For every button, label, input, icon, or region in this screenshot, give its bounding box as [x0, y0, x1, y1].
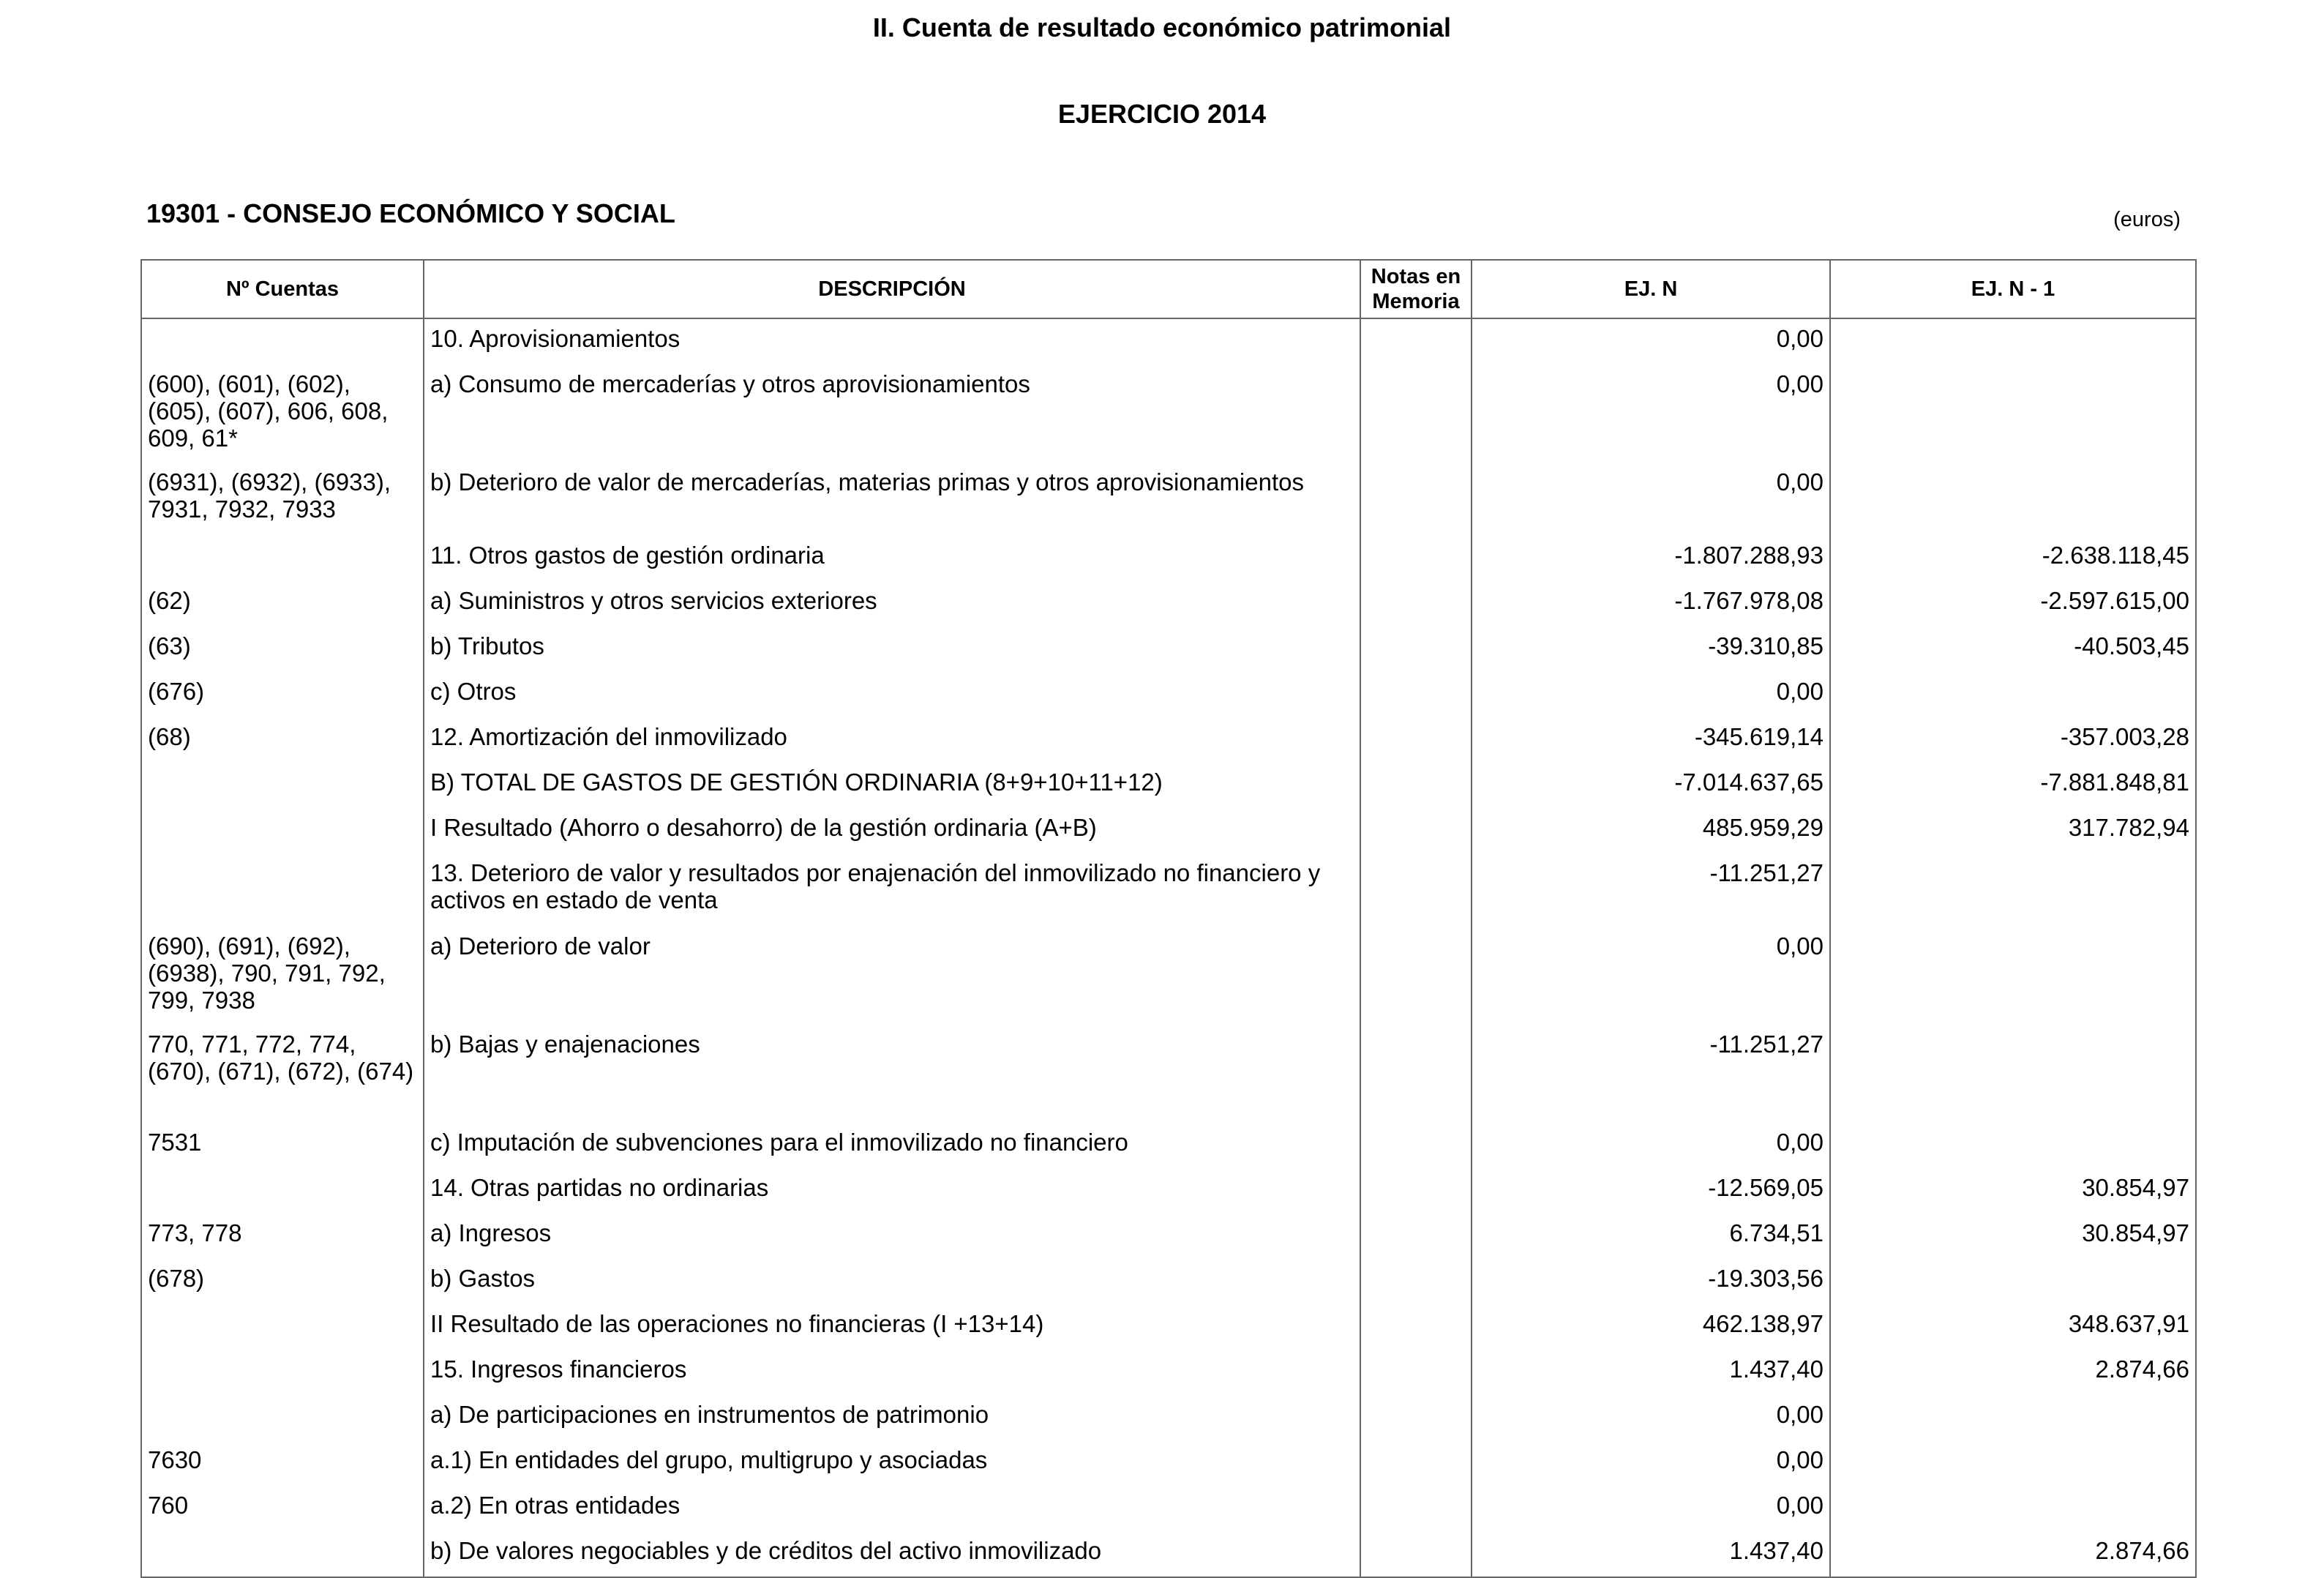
cell-previous-year [1830, 853, 2196, 927]
table-row [141, 763, 2196, 808]
cell-notes [1360, 364, 1472, 463]
cell-current-year: 6.734,51 [1472, 1214, 1830, 1259]
cell-description: a) Ingresos [424, 1214, 1360, 1259]
cell-previous-year: 2.874,66 [1830, 1350, 2196, 1395]
cell-current-year: 0,00 [1472, 318, 1830, 364]
table-row [141, 927, 2196, 1025]
cell-description: 14. Otras partidas no ordinarias [424, 1168, 1360, 1214]
cell-notes [1360, 927, 1472, 1025]
cell-current-year: 0,00 [1472, 1440, 1830, 1486]
entity-name: 19301 - CONSEJO ECONÓMICO Y SOCIAL [146, 198, 675, 228]
cell-current-year: 0,00 [1472, 1486, 1830, 1531]
cell-description: II Resultado de las operaciones no financieras (I +13+14) [424, 1304, 1360, 1350]
cell-previous-year [1830, 318, 2196, 364]
cell-current-year: 0,00 [1472, 927, 1830, 1025]
cell-accounts: (62) [141, 581, 424, 627]
cell-current-year: -19.303,56 [1472, 1259, 1830, 1304]
cell-previous-year [1830, 1123, 2196, 1168]
cell-description: I Resultado (Ahorro o desahorro) de la gestión ordinaria (A+B) [424, 808, 1360, 853]
cell-description: 15. Ingresos financieros [424, 1350, 1360, 1395]
table-row [141, 463, 2196, 536]
cell-accounts: (68) [141, 717, 424, 763]
cell-current-year: -345.619,14 [1472, 717, 1830, 763]
table-row [141, 1168, 2196, 1214]
cell-current-year: -7.014.637,65 [1472, 763, 1830, 808]
cell-previous-year [1830, 672, 2196, 717]
table-row [141, 672, 2196, 717]
cell-accounts: 7531 [141, 1123, 424, 1168]
table-row [141, 364, 2196, 463]
cell-previous-year: 30.854,97 [1830, 1168, 2196, 1214]
cell-accounts: 760 [141, 1486, 424, 1531]
cell-notes [1360, 1304, 1472, 1350]
cell-accounts [141, 1304, 424, 1350]
statement-title: II. Cuenta de resultado económico patrimonial [872, 12, 1452, 42]
cell-previous-year [1830, 1486, 2196, 1531]
cell-previous-year: -7.881.848,81 [1830, 763, 2196, 808]
cell-notes [1360, 627, 1472, 672]
cell-current-year: -12.569,05 [1472, 1168, 1830, 1214]
cell-description: a) Suministros y otros servicios exteriores [424, 581, 1360, 627]
table-row [141, 318, 2196, 364]
header-accounts: Nº Cuentas [141, 260, 424, 318]
cell-accounts: 770, 771, 772, 774, (670), (671), (672), (674) [141, 1025, 424, 1123]
cell-current-year: -1.767.978,08 [1472, 581, 1830, 627]
cell-notes [1360, 1486, 1472, 1531]
cell-accounts: (678) [141, 1259, 424, 1304]
cell-current-year: 485.959,29 [1472, 808, 1830, 853]
fiscal-year-heading: EJERCICIO 2014 [1057, 99, 1267, 129]
cell-previous-year [1830, 1259, 2196, 1304]
income-statement-table [140, 259, 2197, 1578]
cell-accounts: 773, 778 [141, 1214, 424, 1259]
cell-description: B) TOTAL DE GASTOS DE GESTIÓN ORDINARIA (8+9+10+11+12) [424, 763, 1360, 808]
table-row [141, 536, 2196, 581]
cell-previous-year [1830, 1025, 2196, 1123]
cell-description: a) Consumo de mercaderías y otros aprovisionamientos [424, 364, 1360, 463]
cell-current-year: 0,00 [1472, 463, 1830, 536]
cell-notes [1360, 1259, 1472, 1304]
cell-accounts [141, 763, 424, 808]
cell-accounts [141, 536, 424, 581]
cell-accounts [141, 318, 424, 364]
cell-accounts [141, 808, 424, 853]
cell-notes [1360, 1025, 1472, 1123]
table-row [141, 1304, 2196, 1350]
cell-accounts: (63) [141, 627, 424, 672]
table-header-row [141, 260, 2196, 318]
cell-accounts [141, 1350, 424, 1395]
cell-previous-year [1830, 364, 2196, 463]
table-row [141, 1440, 2196, 1486]
currency-units: (euros) [2113, 208, 2181, 231]
header-previous-year: EJ. N - 1 [1830, 260, 2196, 318]
cell-description: b) Deterioro de valor de mercaderías, materias primas y otros aprovisionamientos [424, 463, 1360, 536]
table-row [141, 853, 2196, 927]
cell-description: c) Imputación de subvenciones para el inmovilizado no financiero [424, 1123, 1360, 1168]
cell-previous-year: 317.782,94 [1830, 808, 2196, 853]
cell-notes [1360, 318, 1472, 364]
cell-description: b) Bajas y enajenaciones [424, 1025, 1360, 1123]
cell-current-year: -11.251,27 [1472, 1025, 1830, 1123]
header-description: DESCRIPCIÓN [424, 260, 1360, 318]
cell-previous-year: 2.874,66 [1830, 1531, 2196, 1577]
table-row [141, 1123, 2196, 1168]
cell-current-year: 0,00 [1472, 1395, 1830, 1440]
cell-accounts: (600), (601), (602), (605), (607), 606, 608, 609, 61* [141, 364, 424, 463]
cell-accounts: 7630 [141, 1440, 424, 1486]
cell-description: 10. Aprovisionamientos [424, 318, 1360, 364]
cell-description: a.2) En otras entidades [424, 1486, 1360, 1531]
cell-current-year: 0,00 [1472, 672, 1830, 717]
cell-description: a) Deterioro de valor [424, 927, 1360, 1025]
cell-previous-year: -357.003,28 [1830, 717, 2196, 763]
table-row [141, 717, 2196, 763]
cell-accounts: (6931), (6932), (6933), 7931, 7932, 7933 [141, 463, 424, 536]
header-notes: Notas en Memoria [1360, 260, 1472, 318]
cell-accounts [141, 853, 424, 927]
cell-description: c) Otros [424, 672, 1360, 717]
table-row [141, 1395, 2196, 1440]
cell-current-year: -11.251,27 [1472, 853, 1830, 927]
cell-current-year: -1.807.288,93 [1472, 536, 1830, 581]
table-row [141, 1025, 2196, 1123]
cell-notes [1360, 853, 1472, 927]
cell-previous-year: -40.503,45 [1830, 627, 2196, 672]
cell-notes [1360, 1214, 1472, 1259]
table-row [141, 581, 2196, 627]
cell-current-year: 462.138,97 [1472, 1304, 1830, 1350]
cell-notes [1360, 463, 1472, 536]
cell-notes [1360, 672, 1472, 717]
cell-description: b) Tributos [424, 627, 1360, 672]
cell-notes [1360, 1168, 1472, 1214]
cell-previous-year [1830, 1440, 2196, 1486]
cell-previous-year: 348.637,91 [1830, 1304, 2196, 1350]
cell-current-year: 1.437,40 [1472, 1531, 1830, 1577]
cell-accounts: (676) [141, 672, 424, 717]
cell-accounts: (690), (691), (692), (6938), 790, 791, 792, 799, 7938 [141, 927, 424, 1025]
cell-notes [1360, 536, 1472, 581]
cell-description: b) Gastos [424, 1259, 1360, 1304]
table-row [141, 808, 2196, 853]
cell-previous-year [1830, 927, 2196, 1025]
cell-notes [1360, 1440, 1472, 1486]
table-row [141, 1214, 2196, 1259]
cell-notes [1360, 1395, 1472, 1440]
cell-current-year: 1.437,40 [1472, 1350, 1830, 1395]
cell-description: 12. Amortización del inmovilizado [424, 717, 1360, 763]
table-row [141, 1350, 2196, 1395]
cell-accounts [141, 1395, 424, 1440]
cell-description: a.1) En entidades del grupo, multigrupo y asociadas [424, 1440, 1360, 1486]
cell-notes [1360, 763, 1472, 808]
cell-previous-year: -2.597.615,00 [1830, 581, 2196, 627]
cell-accounts [141, 1168, 424, 1214]
cell-current-year: -39.310,85 [1472, 627, 1830, 672]
cell-previous-year [1830, 1395, 2196, 1440]
table-row [141, 1486, 2196, 1531]
table-row [141, 627, 2196, 672]
header-current-year: EJ. N [1472, 260, 1830, 318]
cell-previous-year [1830, 463, 2196, 536]
cell-notes [1360, 1123, 1472, 1168]
cell-description: b) De valores negociables y de créditos del activo inmovilizado [424, 1531, 1360, 1577]
cell-previous-year: 30.854,97 [1830, 1214, 2196, 1259]
cell-current-year: 0,00 [1472, 1123, 1830, 1168]
table-row [141, 1259, 2196, 1304]
cell-description: 11. Otros gastos de gestión ordinaria [424, 536, 1360, 581]
cell-description: 13. Deterioro de valor y resultados por enajenación del inmovilizado no financiero y activos en estado de venta [424, 853, 1360, 927]
cell-notes [1360, 808, 1472, 853]
cell-current-year: 0,00 [1472, 364, 1830, 463]
cell-notes [1360, 1350, 1472, 1395]
cell-description: a) De participaciones en instrumentos de patrimonio [424, 1395, 1360, 1440]
cell-previous-year: -2.638.118,45 [1830, 536, 2196, 581]
cell-notes [1360, 581, 1472, 627]
cell-notes [1360, 717, 1472, 763]
